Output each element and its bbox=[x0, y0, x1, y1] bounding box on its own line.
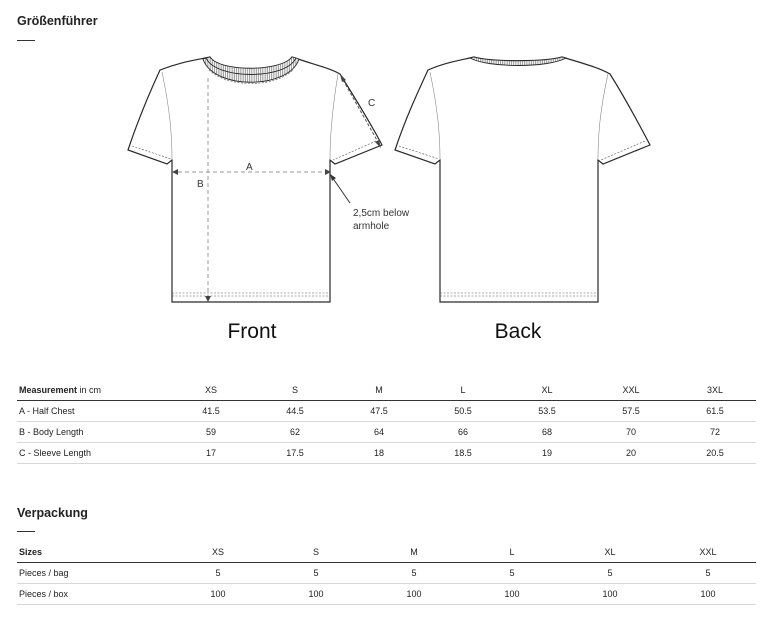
front-view-label: Front bbox=[227, 320, 277, 343]
table-cell: 17 bbox=[168, 443, 252, 464]
table-row bbox=[17, 443, 756, 464]
table-cell: 62 bbox=[252, 422, 336, 443]
table-cell: 20 bbox=[588, 443, 672, 464]
pack-size-header-l: L bbox=[462, 542, 560, 563]
row-label: B - Body Length bbox=[17, 422, 168, 443]
table-cell: 18 bbox=[336, 443, 420, 464]
row-label: Pieces / bag bbox=[17, 563, 168, 584]
dimension-label-a: A bbox=[246, 162, 253, 173]
table-cell: 5 bbox=[364, 563, 462, 584]
table-cell: 44.5 bbox=[252, 401, 336, 422]
packaging-title: Verpackung bbox=[17, 506, 88, 520]
table-cell: 53.5 bbox=[504, 401, 588, 422]
pack-size-header-xxl: XXL bbox=[658, 542, 756, 563]
size-header-xs: XS bbox=[168, 380, 252, 401]
row-label: C - Sleeve Length bbox=[17, 443, 168, 464]
table-cell: 72 bbox=[672, 422, 756, 443]
table-cell: 61.5 bbox=[672, 401, 756, 422]
dimension-label-b: B bbox=[197, 179, 204, 190]
table-cell: 20.5 bbox=[672, 443, 756, 464]
table-cell: 100 bbox=[658, 584, 756, 605]
back-tshirt-drawing bbox=[395, 57, 650, 302]
armhole-note-line1: 2,5cm below bbox=[353, 208, 410, 219]
table-cell: 100 bbox=[168, 584, 266, 605]
size-header-xl: XL bbox=[504, 380, 588, 401]
pack-size-header-xl: XL bbox=[560, 542, 658, 563]
size-table-header-first: Measurement in cm bbox=[17, 380, 168, 401]
packaging-table-header bbox=[17, 542, 756, 563]
pack-size-header-m: M bbox=[364, 542, 462, 563]
size-header-s: S bbox=[252, 380, 336, 401]
table-cell: 5 bbox=[658, 563, 756, 584]
table-cell: 100 bbox=[462, 584, 560, 605]
table-cell: 5 bbox=[560, 563, 658, 584]
table-cell: 100 bbox=[364, 584, 462, 605]
packaging-header-first: Sizes bbox=[17, 542, 168, 563]
size-table bbox=[17, 380, 756, 464]
pack-size-header-s: S bbox=[266, 542, 364, 563]
packaging-table bbox=[17, 542, 756, 605]
table-cell: 68 bbox=[504, 422, 588, 443]
dimension-label-c: C bbox=[368, 98, 376, 109]
table-cell: 100 bbox=[560, 584, 658, 605]
pack-size-header-xs: XS bbox=[168, 542, 266, 563]
size-guide-title: Größenführer bbox=[17, 14, 98, 28]
armhole-note-line2: armhole bbox=[353, 221, 390, 232]
table-cell: 5 bbox=[168, 563, 266, 584]
front-tshirt-drawing bbox=[128, 57, 382, 302]
table-cell: 19 bbox=[504, 443, 588, 464]
table-cell: 66 bbox=[420, 422, 504, 443]
back-view-label: Back bbox=[494, 320, 542, 343]
size-header-m: M bbox=[336, 380, 420, 401]
table-row bbox=[17, 563, 756, 584]
table-cell: 57.5 bbox=[588, 401, 672, 422]
size-header-3xl: 3XL bbox=[672, 380, 756, 401]
table-cell: 50.5 bbox=[420, 401, 504, 422]
table-cell: 5 bbox=[462, 563, 560, 584]
table-cell: 41.5 bbox=[168, 401, 252, 422]
table-cell: 17.5 bbox=[252, 443, 336, 464]
table-cell: 18.5 bbox=[420, 443, 504, 464]
table-row bbox=[17, 422, 756, 443]
table-cell: 70 bbox=[588, 422, 672, 443]
size-header-xxl: XXL bbox=[588, 380, 672, 401]
table-cell: 100 bbox=[266, 584, 364, 605]
tshirt-diagram bbox=[0, 40, 777, 345]
packaging-title-rule bbox=[17, 531, 35, 532]
row-label: A - Half Chest bbox=[17, 401, 168, 422]
table-cell: 5 bbox=[266, 563, 364, 584]
row-label: Pieces / box bbox=[17, 584, 168, 605]
table-cell: 64 bbox=[336, 422, 420, 443]
size-header-l: L bbox=[420, 380, 504, 401]
table-cell: 59 bbox=[168, 422, 252, 443]
size-table-header bbox=[17, 380, 756, 401]
table-row bbox=[17, 584, 756, 605]
table-cell: 47.5 bbox=[336, 401, 420, 422]
table-row bbox=[17, 401, 756, 422]
